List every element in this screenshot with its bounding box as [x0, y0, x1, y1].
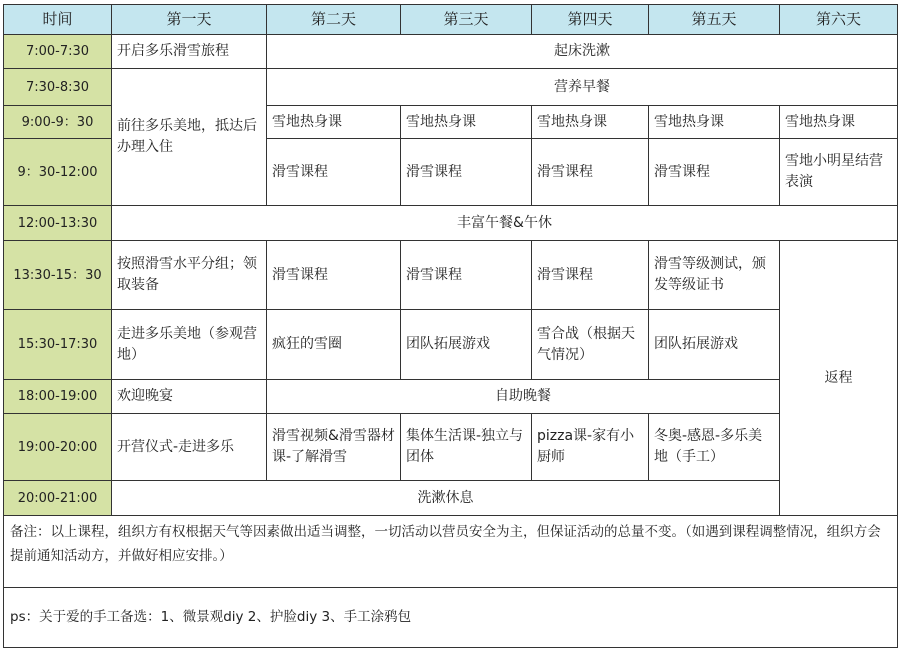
time-cell: 13:30-15：30 — [4, 241, 112, 310]
schedule-row — [4, 414, 898, 481]
remarks-note: 备注：以上课程，组织方有权根据天气等因素做出适当调整，一切活动以营员安全为主，但保证活动的总量不变。（如遇到课程调整情况，组织方会提前通知活动方，并做好相应安排。） — [4, 516, 898, 588]
activity-cell: 滑雪课程 — [267, 139, 401, 206]
activity-cell: 雪地热身课 — [780, 106, 898, 139]
activity-cell: 起床洗漱 — [267, 35, 898, 69]
schedule-row — [4, 481, 898, 516]
time-cell: 19:00-20:00 — [4, 414, 112, 481]
schedule-wrapper — [3, 4, 898, 648]
activity-cell: 雪地热身课 — [649, 106, 780, 139]
activity-cell: 滑雪课程 — [401, 241, 532, 310]
schedule-row — [4, 241, 898, 310]
time-cell: 7:00-7:30 — [4, 35, 112, 69]
return-trip-cell: 返程 — [780, 241, 898, 516]
header-day4: 第四天 — [532, 5, 649, 35]
time-cell: 15:30-17:30 — [4, 310, 112, 380]
time-cell: 9:00-9：30 — [4, 106, 112, 139]
activity-cell: 滑雪视频&滑雪器材课-了解滑雪 — [267, 414, 401, 481]
activity-cell: 滑雪课程 — [532, 139, 649, 206]
ps-note: ps：关于爱的手工备选：1、微景观diy 2、护脸diy 3、手工涂鸦包 — [4, 588, 898, 648]
activity-cell: 走进多乐美地（参观营地） — [112, 310, 267, 380]
schedule-row — [4, 69, 898, 106]
activity-cell: 雪合战（根据天气情况） — [532, 310, 649, 380]
activity-cell: 滑雪课程 — [532, 241, 649, 310]
activity-cell: 滑雪课程 — [267, 241, 401, 310]
activity-cell: 雪地热身课 — [401, 106, 532, 139]
header-day5: 第五天 — [649, 5, 780, 35]
schedule-row — [4, 35, 898, 69]
time-cell: 9：30-12:00 — [4, 139, 112, 206]
activity-cell: 按照滑雪水平分组；领取装备 — [112, 241, 267, 310]
schedule-row — [4, 206, 898, 241]
header-row — [4, 5, 898, 35]
schedule-table — [3, 4, 898, 648]
activity-cell: 营养早餐 — [267, 69, 898, 106]
activity-cell: 自助晚餐 — [267, 380, 780, 414]
time-cell: 12:00-13:30 — [4, 206, 112, 241]
activity-cell: pizza课-家有小厨师 — [532, 414, 649, 481]
activity-cell: 滑雪等级测试，颁发等级证书 — [649, 241, 780, 310]
header-day1: 第一天 — [112, 5, 267, 35]
activity-cell: 开营仪式-走进多乐 — [112, 414, 267, 481]
activity-cell: 雪地热身课 — [532, 106, 649, 139]
schedule-row — [4, 310, 898, 380]
activity-cell: 集体生活课-独立与团体 — [401, 414, 532, 481]
schedule-row — [4, 380, 898, 414]
header-day3: 第三天 — [401, 5, 532, 35]
header-time: 时间 — [4, 5, 112, 35]
activity-cell: 团队拓展游戏 — [649, 310, 780, 380]
header-day6: 第六天 — [780, 5, 898, 35]
activity-cell: 滑雪课程 — [401, 139, 532, 206]
time-cell: 7:30-8:30 — [4, 69, 112, 106]
activity-cell: 冬奥-感恩-多乐美地（手工） — [649, 414, 780, 481]
activity-cell: 丰富午餐&午休 — [112, 206, 898, 241]
note-row — [4, 516, 898, 588]
time-cell: 20:00-21:00 — [4, 481, 112, 516]
header-day2: 第二天 — [267, 5, 401, 35]
ps-row — [4, 588, 898, 648]
activity-cell: 滑雪课程 — [649, 139, 780, 206]
activity-cell: 雪地小明星结营表演 — [780, 139, 898, 206]
activity-cell: 洗漱休息 — [112, 481, 780, 516]
activity-cell: 开启多乐滑雪旅程 — [112, 35, 267, 69]
activity-cell: 前往多乐美地，抵达后办理入住 — [112, 69, 267, 206]
time-cell: 18:00-19:00 — [4, 380, 112, 414]
activity-cell: 欢迎晚宴 — [112, 380, 267, 414]
activity-cell: 雪地热身课 — [267, 106, 401, 139]
activity-cell: 团队拓展游戏 — [401, 310, 532, 380]
activity-cell: 疯狂的雪圈 — [267, 310, 401, 380]
